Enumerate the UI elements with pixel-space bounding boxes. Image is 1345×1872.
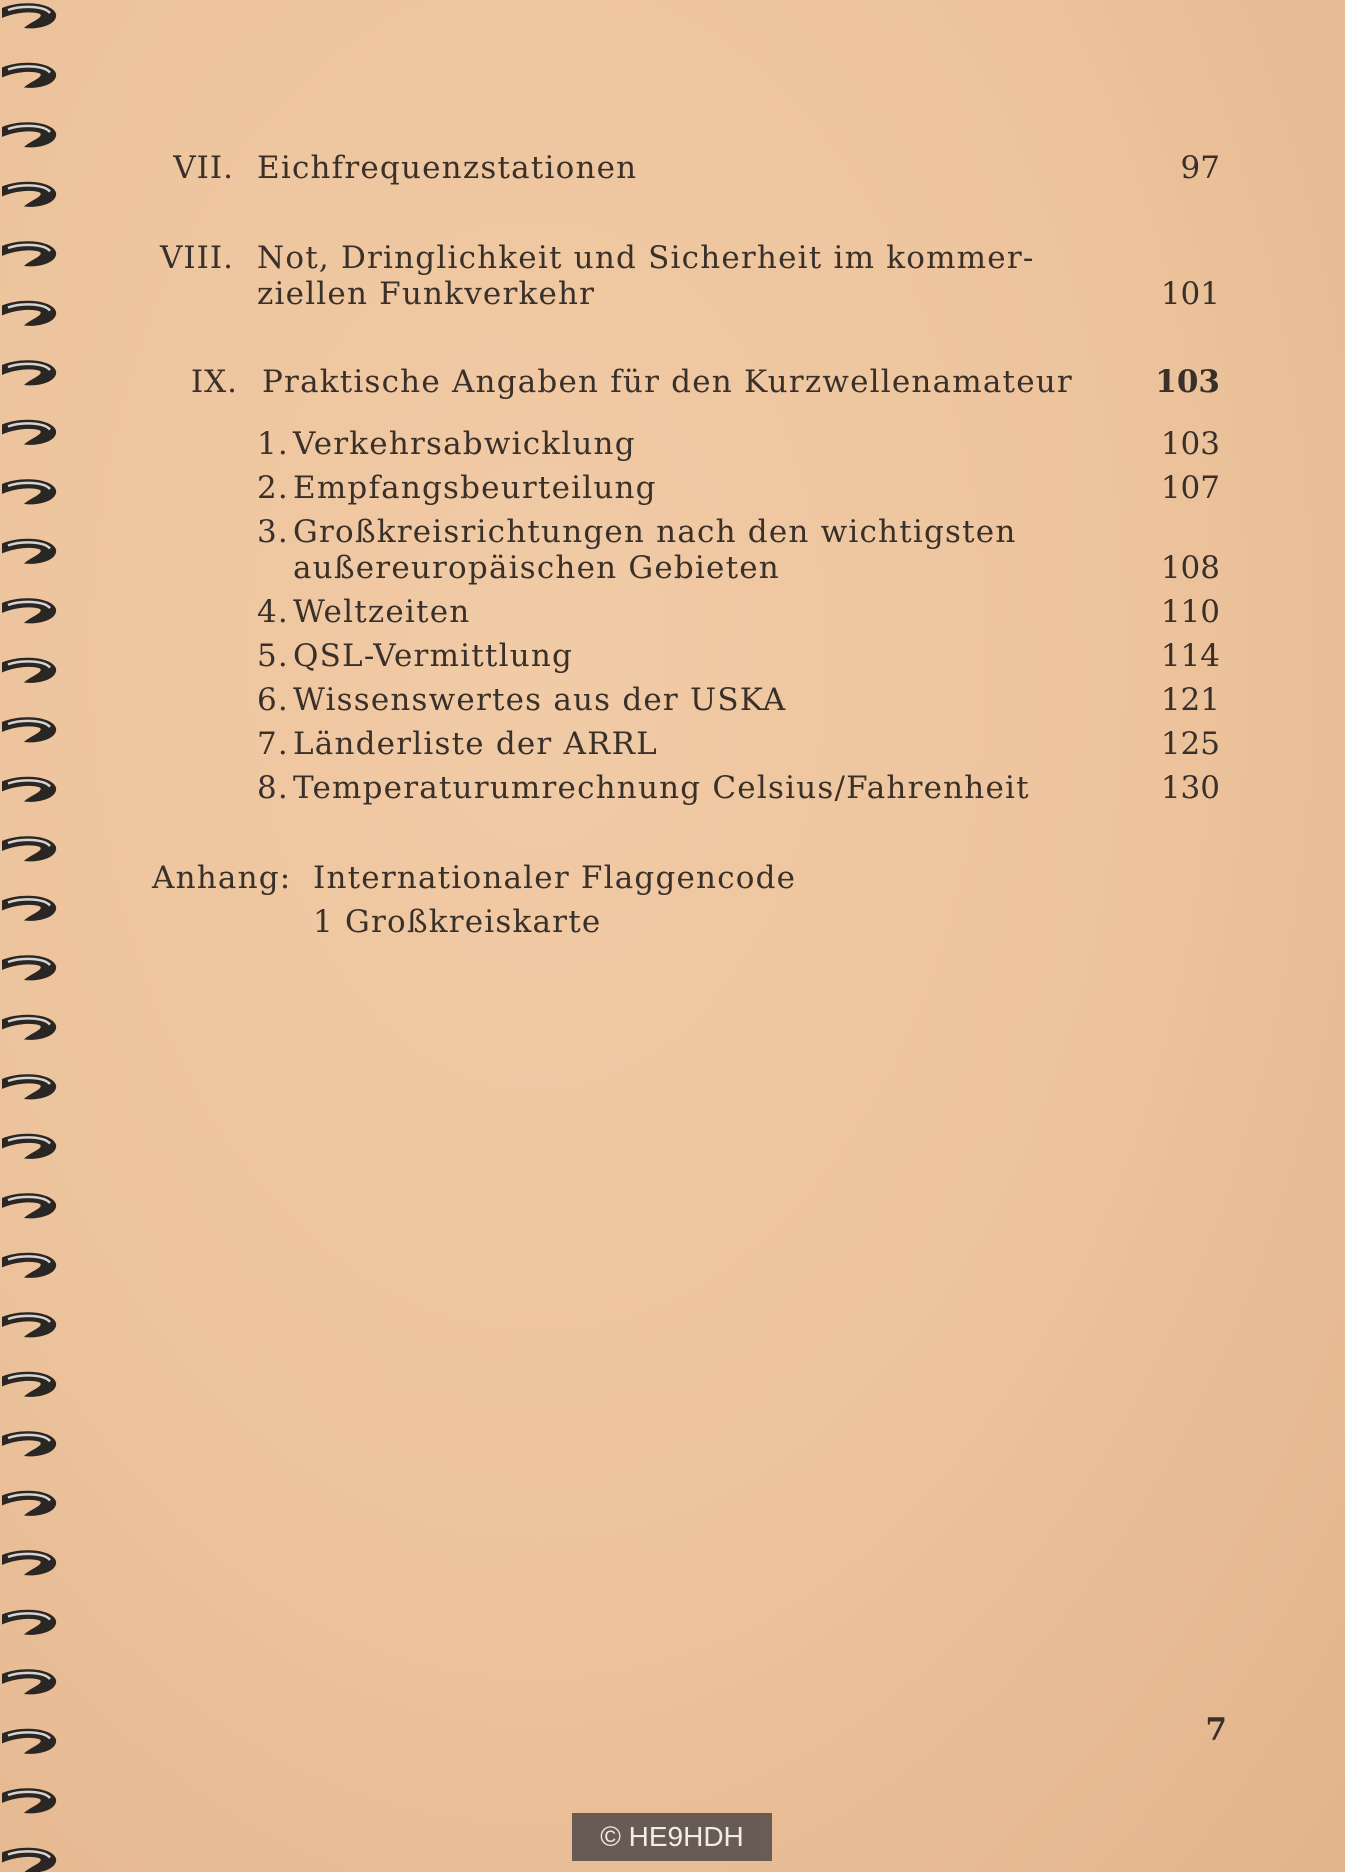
section-vii-title: Eichfrequenzstationen — [257, 150, 638, 186]
sub-3-title-line1: Großkreisrichtungen nach den wichtigsten — [293, 514, 1017, 550]
sub-1-title: Verkehrsabwicklung — [293, 426, 636, 462]
sub-1-num: 1. — [257, 426, 289, 462]
sub-7-title: Länderliste der ARRL — [293, 726, 658, 762]
section-viii-page: 101 — [1160, 276, 1220, 312]
section-ix-number: IX. — [190, 364, 238, 400]
section-viii-title-line2: ziellen Funkverkehr — [257, 276, 596, 312]
sub-8-title: Temperaturumrechnung Celsius/Fahrenheit — [293, 770, 1030, 806]
sub-3-title-line2: außereuropäischen Gebieten — [293, 550, 780, 586]
sub-6-title: Wissenswertes aus der USKA — [293, 682, 787, 718]
appendix-label: Anhang: — [152, 860, 292, 896]
sub-5-page: 114 — [1160, 638, 1220, 674]
sub-2-num: 2. — [257, 470, 289, 506]
sub-7-page: 125 — [1160, 726, 1220, 762]
copyright-watermark: © HE9HDH — [572, 1813, 772, 1861]
section-viii-number: VIII. — [160, 240, 234, 276]
sub-3-page: 108 — [1160, 550, 1220, 586]
sub-8-page: 130 — [1160, 770, 1220, 806]
section-ix-page: 103 — [1155, 364, 1220, 400]
sub-8-num: 8. — [257, 770, 289, 806]
section-viii-title-line1: Not, Dringlichkeit und Sicherheit im kommer- — [257, 240, 1035, 276]
appendix-item-1: Internationaler Flaggencode — [313, 860, 797, 896]
sub-5-num: 5. — [257, 638, 289, 674]
sub-3-num: 3. — [257, 514, 289, 550]
sub-6-page: 121 — [1160, 682, 1220, 718]
page-number: 7 — [1205, 1712, 1227, 1748]
sub-4-page: 110 — [1160, 594, 1220, 630]
sub-2-title: Empfangsbeurteilung — [293, 470, 657, 506]
section-vii-number: VII. — [173, 150, 234, 186]
sub-4-title: Weltzeiten — [293, 594, 471, 630]
sub-2-page: 107 — [1160, 470, 1220, 506]
appendix-item-2: 1 Großkreiskarte — [313, 904, 602, 940]
sub-7-num: 7. — [257, 726, 289, 762]
sub-4-num: 4. — [257, 594, 289, 630]
section-ix-title: Praktische Angaben für den Kurzwellenamateur — [262, 364, 1073, 400]
section-vii-page: 97 — [1180, 150, 1220, 186]
sub-1-page: 103 — [1160, 426, 1220, 462]
sub-6-num: 6. — [257, 682, 289, 718]
sub-5-title: QSL-Vermittlung — [293, 638, 574, 674]
